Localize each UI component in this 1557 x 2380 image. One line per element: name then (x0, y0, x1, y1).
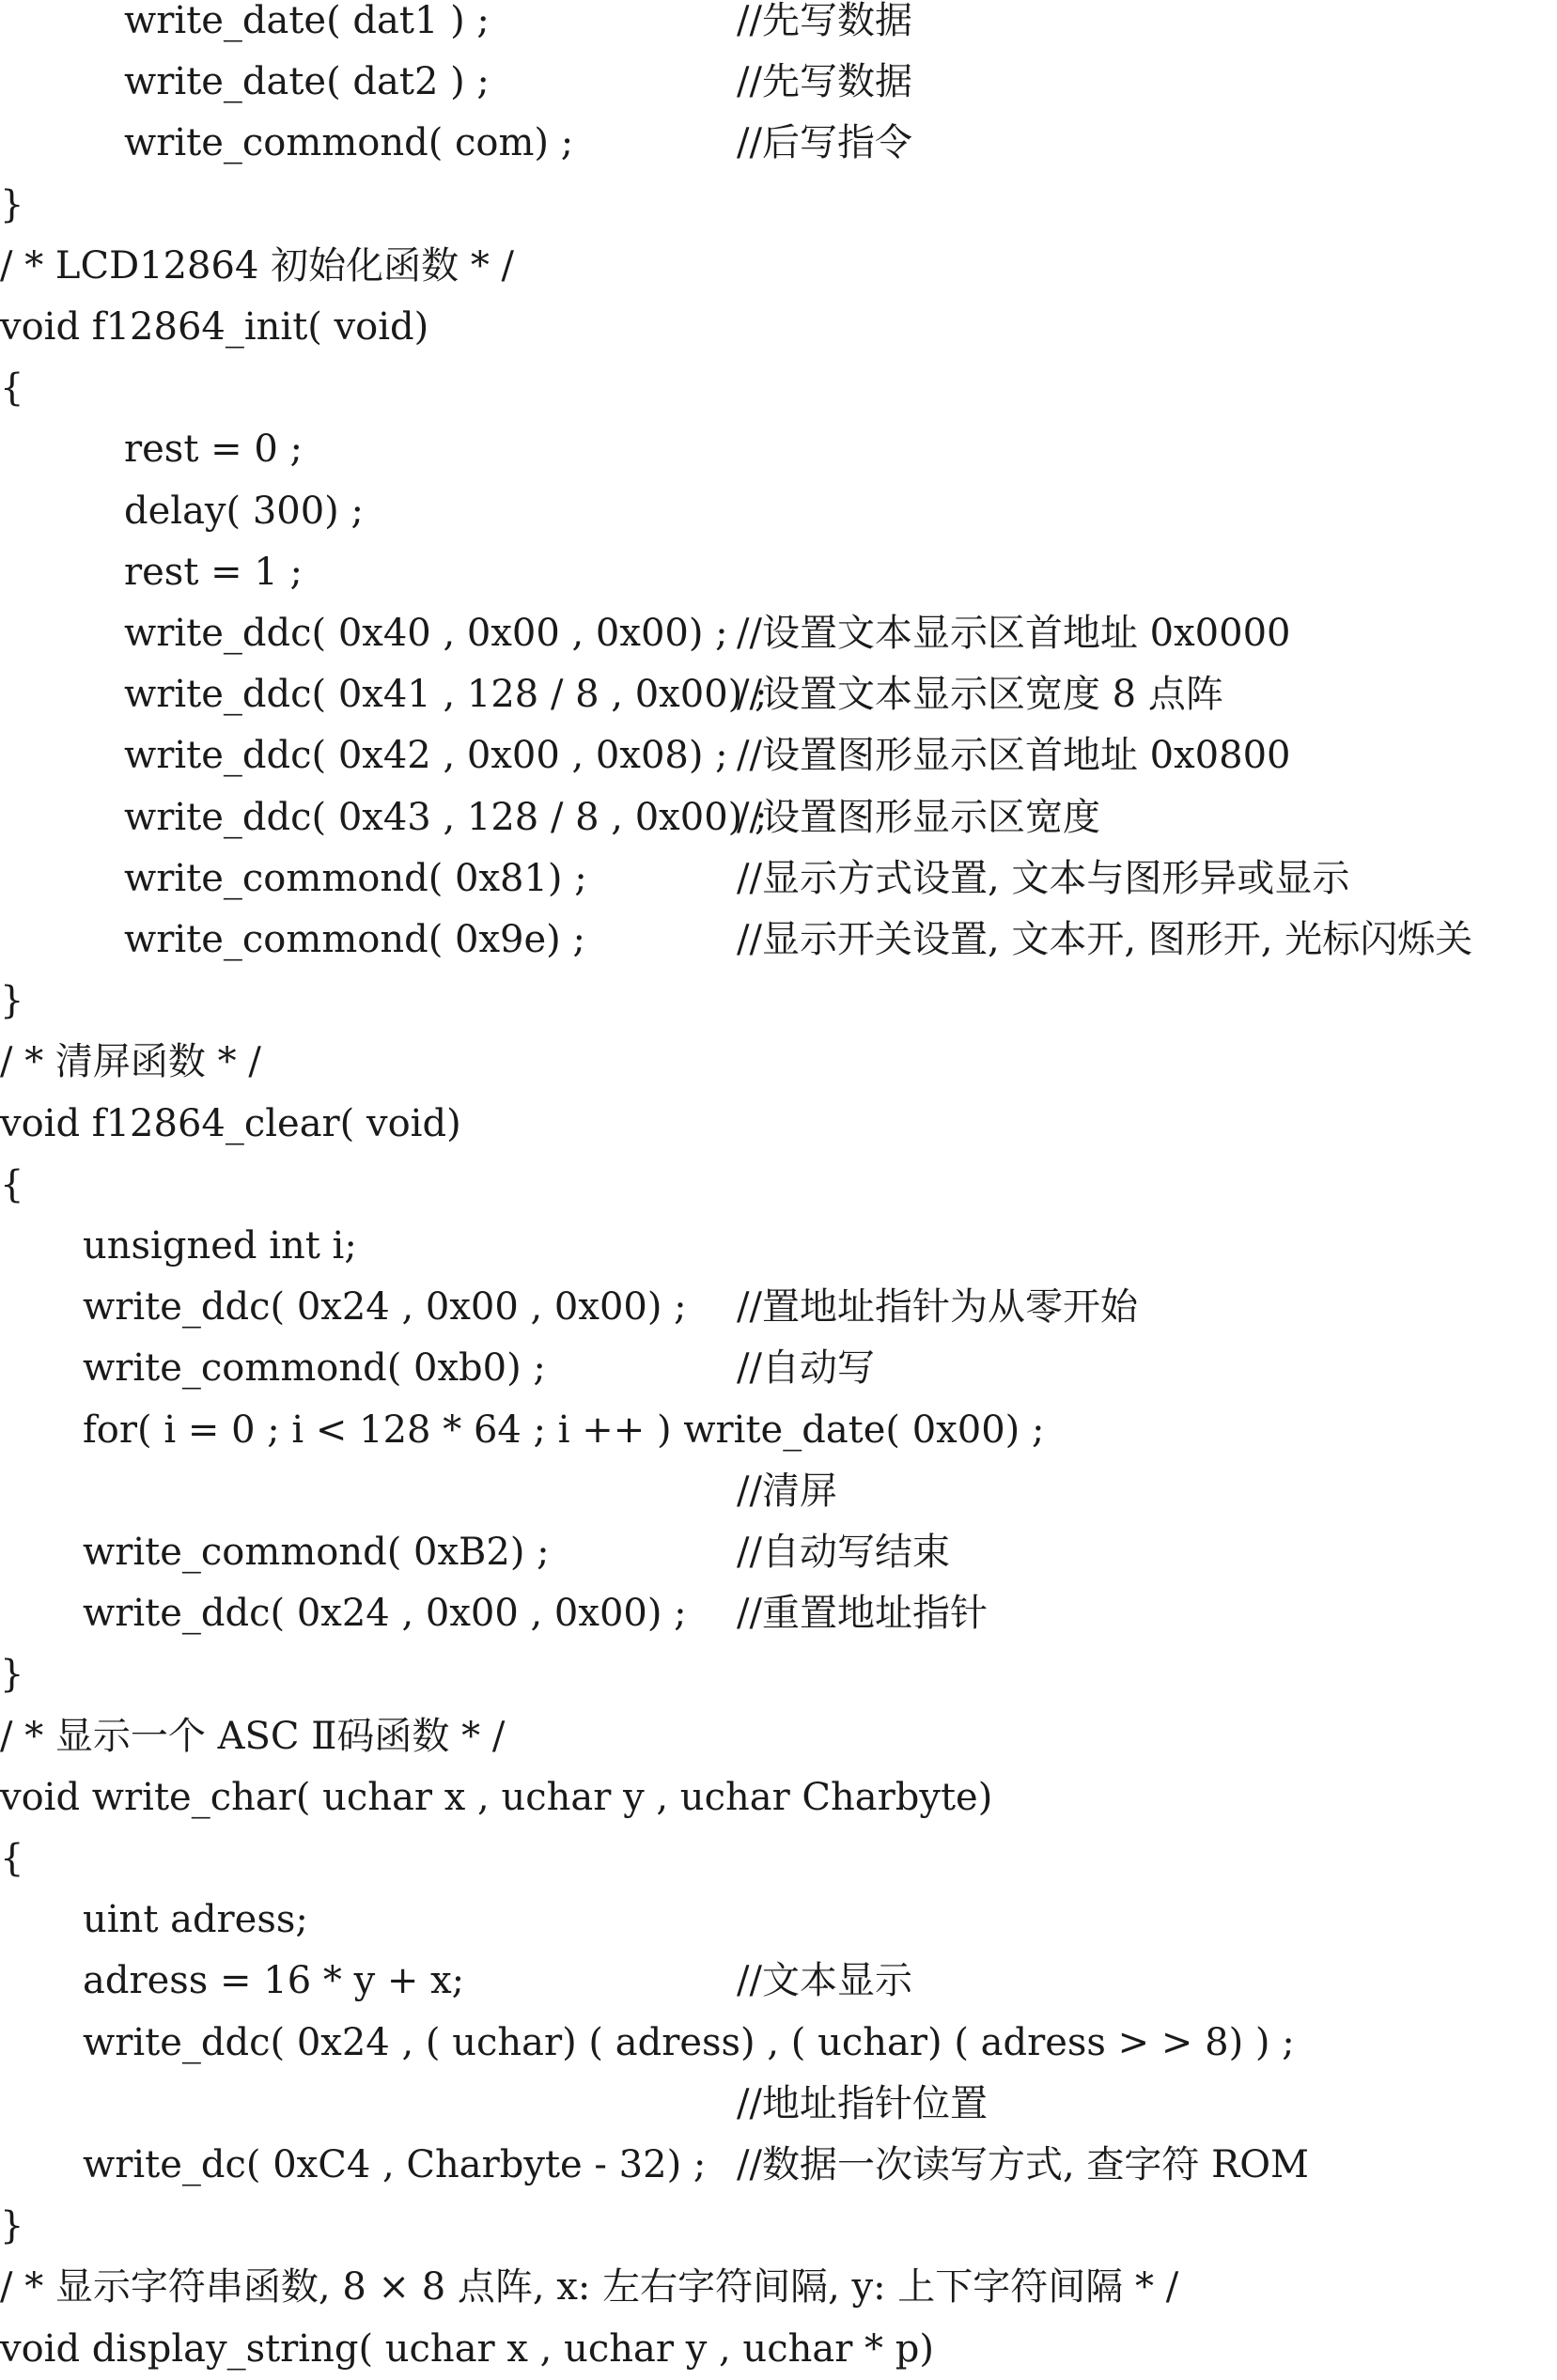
code-comment: //先写数据 (737, 0, 912, 42)
code-text: write_commond( 0x9e) ; (124, 918, 585, 961)
code-text: delay( 300) ; (124, 489, 364, 533)
code-comment: //先写数据 (737, 60, 912, 104)
code-text: write_commond( 0xB2) ; (83, 1531, 550, 1574)
code-comment: //设置图形显示区宽度 (737, 795, 1100, 839)
code-text: write_date( dat2 ) ; (124, 60, 490, 104)
code-text: } (0, 2204, 24, 2248)
code-text: write_commond( com) ; (124, 121, 574, 165)
code-text: write_ddc( 0x40 , 0x00 , 0x00) ; (124, 612, 728, 655)
code-text: write_dc( 0xC4 , Charbyte - 32) ; (83, 2143, 707, 2186)
code-comment: //设置图形显示区首地址 0x0800 (737, 734, 1291, 778)
code-text: } (0, 979, 24, 1023)
code-text: void display_string( uchar x , uchar y , uchar * p) (0, 2326, 934, 2371)
code-comment: //设置文本显示区首地址 0x0000 (737, 612, 1291, 655)
code-comment: //显示开关设置, 文本开, 图形开, 光标闪烁关 (737, 918, 1473, 961)
code-text: void f12864_clear( void) (0, 1101, 461, 1145)
code-text: for( i = 0 ; i < 128 * 64 ; i ++ ) write_date( 0x00) ; (83, 1408, 1045, 1452)
code-text: uint adress; (83, 1898, 308, 1942)
code-text: adress = 16 * y + x; (83, 1959, 465, 2003)
code-comment: //重置地址指针 (737, 1592, 988, 1636)
code-text: write_date( dat1 ) ; (124, 0, 490, 42)
code-text: } (0, 182, 24, 226)
code-text: write_ddc( 0x41 , 128 / 8 , 0x00) ; (124, 673, 768, 717)
code-text: void write_char( uchar x , uchar y , uchar Charbyte) (0, 1775, 993, 1819)
code-text: / * 显示字符串函数, 8 × 8 点阵, x: 左右字符间隔, y: 上下字符间隔 * / (0, 2265, 1179, 2310)
code-text: rest = 1 ; (124, 550, 303, 594)
code-text: void f12864_init( void) (0, 305, 429, 349)
code-comment: //地址指针位置 (737, 2081, 988, 2125)
code-text: write_ddc( 0x42 , 0x00 , 0x08) ; (124, 734, 728, 778)
code-text: write_ddc( 0x24 , ( uchar) ( adress) , ( uchar) ( adress > > 8) ) ; (83, 2020, 1295, 2064)
code-text: / * 显示一个 ASC Ⅱ码函数 * / (0, 1714, 506, 1758)
code-comment: //自动写 (737, 1346, 875, 1391)
code-text: write_ddc( 0x24 , 0x00 , 0x00) ; (83, 1285, 687, 1330)
code-comment: //置地址指针为从零开始 (737, 1285, 1138, 1330)
code-text: write_ddc( 0x24 , 0x00 , 0x00) ; (83, 1592, 687, 1636)
code-text: write_ddc( 0x43 , 128 / 8 , 0x00) ; (124, 795, 768, 839)
code-comment: //自动写结束 (737, 1531, 950, 1574)
code-text: / * LCD12864 初始化函数 * / (0, 243, 515, 288)
code-text: write_commond( 0xb0) ; (83, 1346, 546, 1391)
code-text: { (0, 1162, 24, 1206)
code-text: unsigned int i; (83, 1224, 357, 1268)
code-text: { (0, 1837, 24, 1880)
code-text: } (0, 1653, 24, 1697)
code-comment: //文本显示 (737, 1959, 912, 2003)
code-text: { (0, 366, 24, 411)
code-text: write_commond( 0x81) ; (124, 856, 587, 900)
code-comment: //数据一次读写方式, 查字符 ROM (737, 2143, 1309, 2186)
code-text: rest = 0 ; (124, 428, 303, 472)
code-comment: //显示方式设置, 文本与图形异或显示 (737, 856, 1350, 900)
code-comment: //后写指令 (737, 121, 912, 165)
code-comment: //清屏 (737, 1469, 837, 1513)
code-comment: //设置文本显示区宽度 8 点阵 (737, 673, 1223, 717)
code-text: / * 清屏函数 * / (0, 1040, 261, 1084)
